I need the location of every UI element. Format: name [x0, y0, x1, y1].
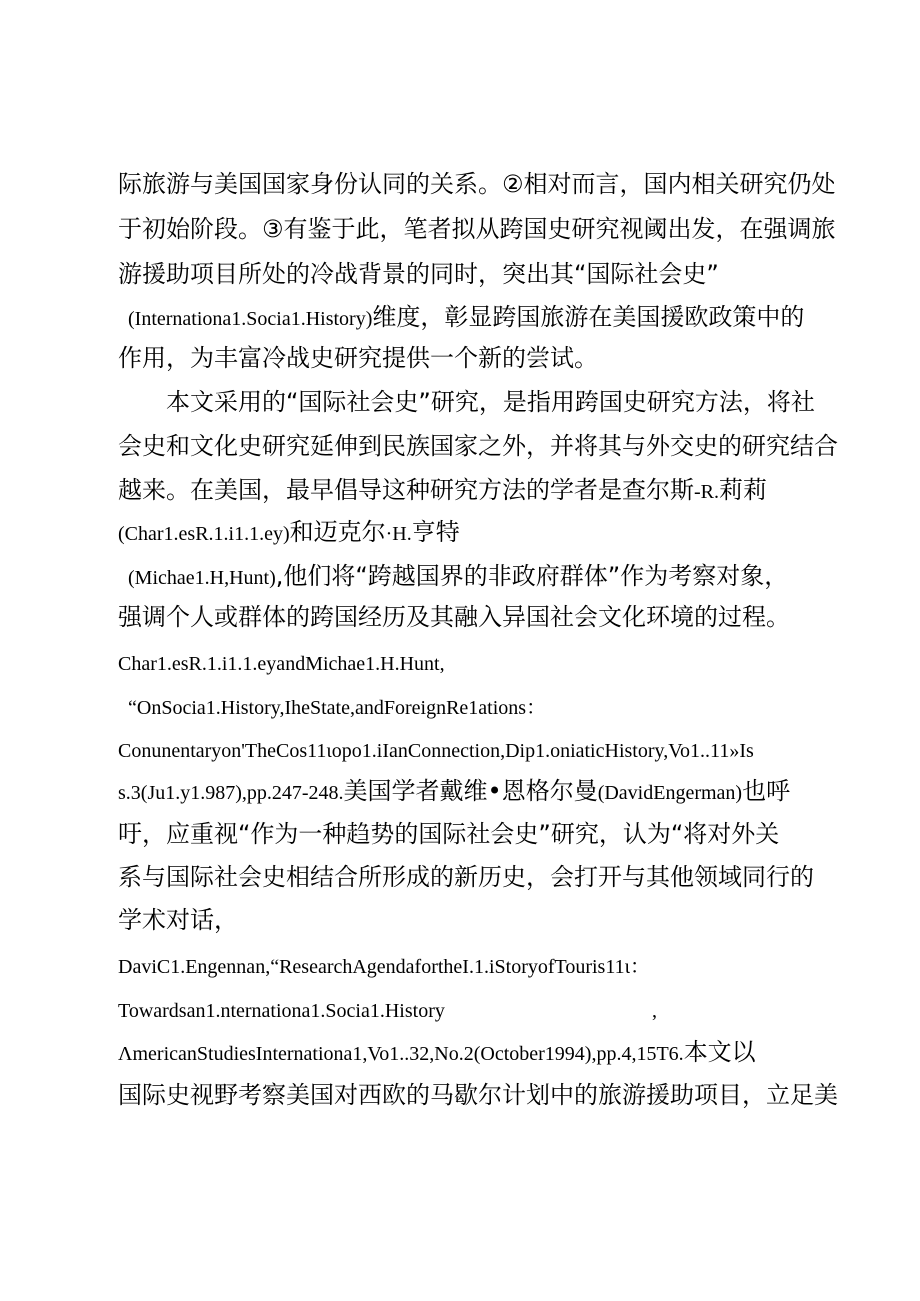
text-segment: 亨特 — [411, 518, 460, 546]
footnote-text: s.3(Ju1.y1.987),pp.247-248. — [118, 782, 344, 804]
footnote-text: “OnSocia1.History,IheState,andForeignRe1ations： — [128, 697, 547, 719]
text-segment: 本文采用的“国际社会史”研究，是指用跨国史研究方法，将社 — [166, 388, 815, 416]
text-segment: 莉莉 — [719, 476, 767, 504]
text-segment: 系与国际社会史相结合所形成的新历史，会打开与其他领域同行的 — [118, 863, 814, 891]
text-segment: 会史和文化史研究延伸到民族国家之外，并将其与外交史的研究结合 — [118, 432, 838, 460]
text-segment: 际旅游与美国国家身份认同的关系。②相对而言，国内相关研究仍处 — [118, 170, 836, 198]
text-segment: 美国学者戴维•恩格尔曼 — [343, 777, 598, 805]
text-line-10 — [128, 560, 788, 594]
text-segment: 强调个人或群体的跨国经历及其融入异国社会文化环境的过程。 — [118, 603, 790, 631]
text-segment: 越来。在美国，最早倡导这种研究方法的学者是查尔斯 — [118, 476, 694, 504]
latin-term: -R. — [694, 481, 719, 503]
footnote-line-5 — [118, 995, 445, 1027]
text-line-15 — [118, 775, 790, 809]
latin-term: (Michae1.H,Hunt) — [128, 567, 276, 589]
text-segment: 吁，应重视“作为一种趋势的国际社会史”研究，认为“将对外关 — [118, 820, 780, 848]
text-segment: 作用，为丰富冷战史研究提供一个新的尝试。 — [118, 344, 598, 372]
text-line-8 — [118, 474, 767, 508]
latin-term: (Char1.esR.1.i1.1.ey) — [118, 523, 290, 545]
text-segment: 和迈克尔 — [289, 518, 386, 546]
text-line-16 — [118, 818, 779, 850]
text-line-9 — [118, 516, 460, 550]
text-line-7 — [118, 430, 838, 462]
latin-term: (DavidEngerman) — [597, 782, 743, 804]
latin-term: (Internationa1.Socia1.History) — [128, 308, 373, 330]
text-line-2 — [118, 213, 836, 245]
text-line-4 — [128, 301, 804, 335]
footnote-text: Towardsan1.nternationa1.Socia1.History — [118, 1000, 445, 1022]
text-segment: 维度，彰显跨国旅游在美国援欧政策中的 — [372, 303, 805, 331]
footnote-line-4 — [118, 951, 650, 983]
text-segment: 于初始阶段。③有鉴于此，笔者拟从跨国史研究视阈出发，在强调旅 — [118, 215, 836, 243]
text-segment: 游援助项目所处的冷战背景的同时，突出其“国际社会史” — [118, 260, 719, 288]
text-line-11 — [118, 601, 790, 633]
text-segment: 国际史视野考察美国对西欧的马歇尔计划中的旅游援助项目，立足美 — [118, 1081, 838, 1109]
text-line-17 — [118, 861, 814, 893]
text-line-5 — [118, 342, 598, 374]
footnote-text: Conunentaryon'TheCos11ιopo1.iIanConnection,Dip1.oniaticHistory,Vo1..11»Is — [118, 740, 754, 762]
text-segment: 本文以 — [683, 1038, 756, 1066]
footnote-line-2 — [128, 692, 546, 724]
text-line-21 — [118, 1036, 756, 1070]
footnote-comma — [652, 995, 657, 1027]
text-line-1 — [118, 168, 836, 200]
text-line-22 — [118, 1079, 838, 1111]
footnote-text: DaviC1.Engennan,“ResearchAgendafortheΙ.1.iStoryofTouris11ι： — [118, 956, 650, 978]
footnote-text: ΛmericanStudiesInternationa1,Vo1..32,No.2(October1994),pp.4,15T6. — [118, 1043, 684, 1065]
latin-term: ·H. — [385, 523, 412, 545]
text-segment: ,他们将“跨越国界的非政府群体”作为考察对象， — [275, 562, 789, 590]
text-line-18 — [118, 904, 238, 936]
footnote-line-1 — [118, 648, 445, 680]
footnote-text: , — [652, 1000, 657, 1022]
footnote-text: Char1.esR.1.i1.1.eyandMichae1.H.Hunt, — [118, 653, 445, 675]
text-segment: 学术对话， — [118, 906, 238, 934]
text-line-3 — [118, 258, 719, 290]
text-segment: 也呼 — [742, 777, 791, 805]
footnote-line-3 — [118, 735, 754, 767]
paragraph-start-line — [166, 386, 815, 418]
